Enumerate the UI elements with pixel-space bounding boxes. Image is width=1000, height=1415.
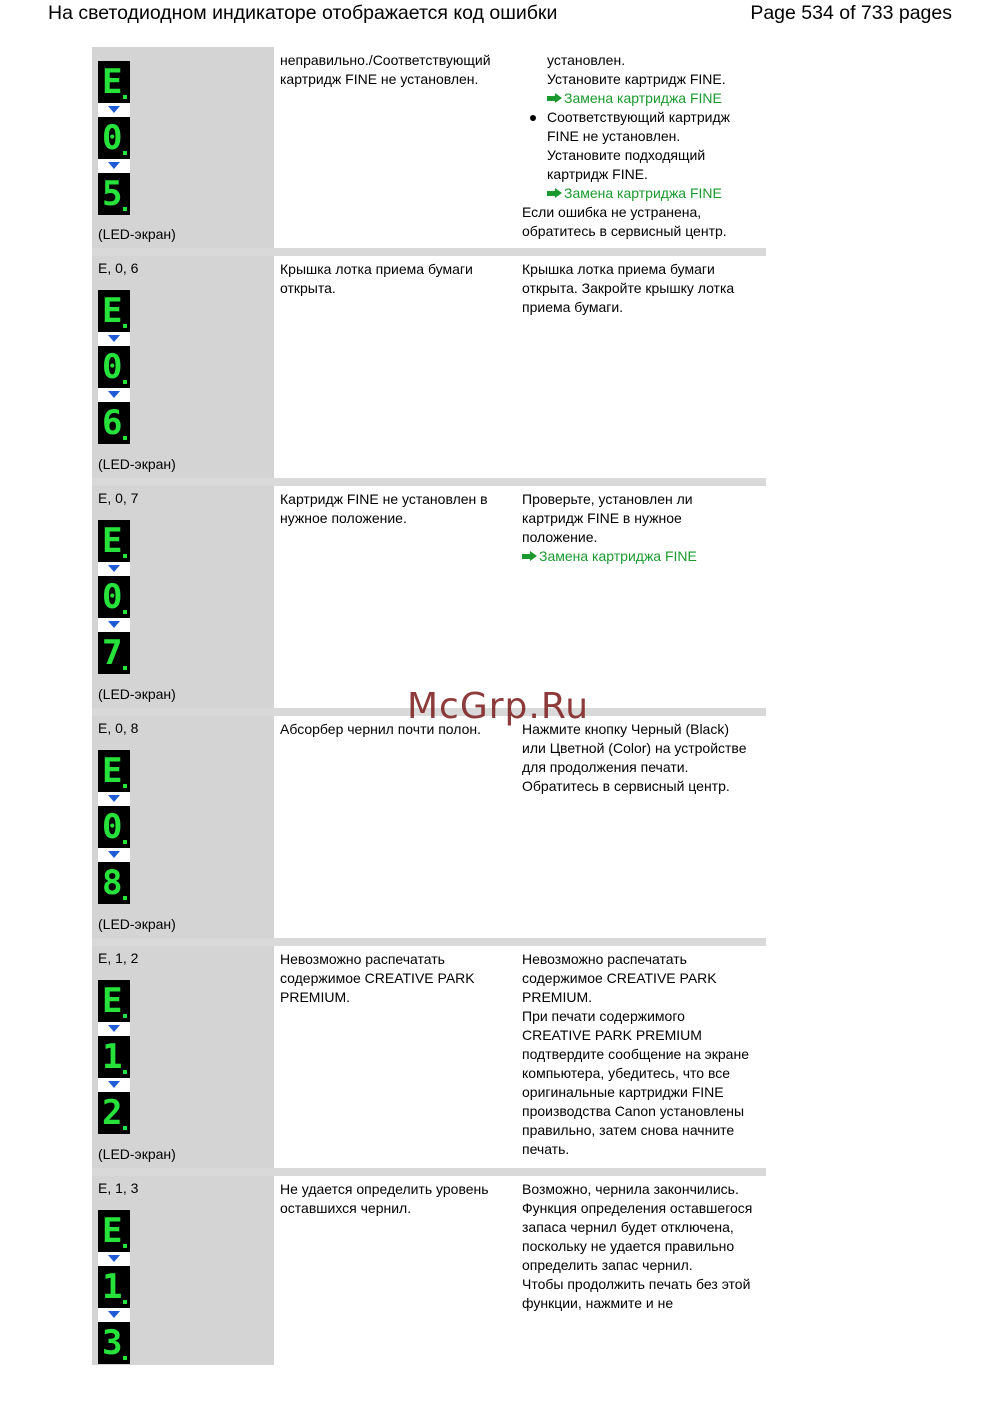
led-label: (LED-экран) — [98, 1146, 176, 1162]
table-row — [92, 946, 766, 1168]
action-cell — [516, 1176, 766, 1365]
watermark: McGrp.Ru — [407, 686, 590, 727]
led-label: (LED-экран) — [98, 916, 176, 932]
link-replace-cartridge[interactable]: Замена картриджа FINE — [522, 89, 754, 108]
arrow-down-icon — [98, 103, 130, 117]
action-text: Невозможно распечатать содержимое CREATIVE PARK PREMIUM. При печати содержимого CREATIVE PARK PREMIUM подтвердите сообщение на экране компьютера, убедитесь, что все оригинальные картриджи FINE производства Canon установлены правильно, затем снова начните печать. — [522, 951, 749, 1157]
action-cell — [516, 256, 766, 478]
led-display — [98, 750, 130, 904]
row-divider — [92, 478, 766, 486]
arrow-down-icon — [98, 1252, 130, 1266]
arrow-down-icon — [98, 159, 130, 173]
arrow-down-icon — [98, 848, 130, 862]
action-cell — [516, 486, 766, 708]
action-cell — [516, 716, 766, 938]
led-digit: 2 — [98, 1092, 130, 1134]
arrow-right-icon — [547, 188, 563, 198]
led-display — [98, 520, 130, 674]
action-cell — [516, 946, 766, 1168]
cause-text: Крышка лотка приема бумаги открыта. — [280, 261, 473, 296]
arrow-down-icon — [98, 562, 130, 576]
row-divider — [92, 248, 766, 256]
arrow-down-icon — [98, 792, 130, 806]
action-text: Проверьте, установлен ли картридж FINE в нужное положение. Замена картриджа FINE — [522, 490, 754, 566]
led-display — [98, 61, 130, 215]
error-code: E, 0, 8 — [98, 720, 139, 736]
list-item: Соответствующий картридж FINE не установлен. — [522, 108, 754, 146]
led-digit: 7 — [98, 632, 130, 674]
code-cell — [92, 1176, 274, 1365]
led-digit: E — [98, 1210, 130, 1252]
cause-text: Невозможно распечатать содержимое CREATIVE PARK PREMIUM. — [280, 951, 475, 1005]
error-code: E, 1, 3 — [98, 1180, 139, 1196]
led-display — [98, 1210, 130, 1364]
led-digit: 5 — [98, 173, 130, 215]
cause-cell — [274, 256, 516, 478]
cause-text: Абсорбер чернил почти полон. — [280, 721, 481, 737]
cause-cell — [274, 486, 516, 708]
code-cell — [92, 946, 274, 1168]
code-cell — [92, 486, 274, 708]
code-cell — [92, 256, 274, 478]
led-display — [98, 980, 130, 1134]
error-code: E, 1, 2 — [98, 950, 139, 966]
page-title: На светодиодном индикаторе отображается код ошибки — [48, 2, 558, 24]
table-row — [92, 1176, 766, 1365]
action-cell — [516, 47, 766, 248]
error-code: E, 0, 6 — [98, 260, 139, 276]
led-digit: 1 — [98, 1036, 130, 1078]
action-text: установлен. Установите картридж FINE. Замена картриджа FINE Соответствующий картридж FINE не установлен. Установите подходящий картридж FINE. Замена картриджа FINE Если ошибка не устранена, обратитесь в сервисный центр. — [522, 51, 754, 241]
arrow-down-icon — [98, 388, 130, 402]
led-digit: 1 — [98, 1266, 130, 1308]
arrow-down-icon — [98, 1078, 130, 1092]
cause-text: Картридж FINE не установлен в нужное положение. — [280, 491, 488, 526]
led-digit: E — [98, 980, 130, 1022]
arrow-down-icon — [98, 618, 130, 632]
arrow-right-icon — [522, 551, 538, 561]
led-digit: 0 — [98, 117, 130, 159]
link-replace-cartridge[interactable]: Замена картриджа FINE — [522, 184, 754, 203]
cause-text: неправильно./Соответствующий картридж FINE не установлен. — [280, 52, 491, 87]
action-text: Нажмите кнопку Черный (Black) или Цветной (Color) на устройстве для продолжения печати. Обратитесь в сервисный центр. — [522, 721, 747, 794]
led-display — [98, 290, 130, 444]
led-label: (LED-экран) — [98, 686, 176, 702]
link-replace-cartridge[interactable]: Замена картриджа FINE — [522, 547, 754, 566]
led-digit: E — [98, 750, 130, 792]
table-row — [92, 716, 766, 938]
led-digit: 0 — [98, 346, 130, 388]
table-row — [92, 47, 766, 248]
code-cell — [92, 47, 274, 248]
arrow-down-icon — [98, 1022, 130, 1036]
cause-cell — [274, 47, 516, 248]
arrow-right-icon — [547, 93, 563, 103]
led-digit: E — [98, 61, 130, 103]
led-digit: 0 — [98, 806, 130, 848]
led-label: (LED-экран) — [98, 456, 176, 472]
led-digit: E — [98, 290, 130, 332]
led-digit: 0 — [98, 576, 130, 618]
action-text: Возможно, чернила закончились. Функция определения оставшегося запаса чернил будет отключена, поскольку не удается правильно определить запас чернил. Чтобы продолжить печать без этой функции, нажмите и не — [522, 1181, 753, 1311]
cause-cell — [274, 1176, 516, 1365]
table-row — [92, 486, 766, 708]
cause-text: Не удается определить уровень оставшихся чернил. — [280, 1181, 489, 1216]
row-divider — [92, 1168, 766, 1176]
arrow-down-icon — [98, 1308, 130, 1322]
page-counter: Page 534 of 733 pages — [750, 2, 952, 24]
led-digit: 8 — [98, 862, 130, 904]
cause-cell — [274, 946, 516, 1168]
led-digit: 6 — [98, 402, 130, 444]
led-digit: E — [98, 520, 130, 562]
led-label: (LED-экран) — [98, 226, 176, 242]
arrow-down-icon — [98, 332, 130, 346]
action-text: Крышка лотка приема бумаги открыта. Закройте крышку лотка приема бумаги. — [522, 261, 735, 315]
cause-cell — [274, 716, 516, 938]
code-cell — [92, 716, 274, 938]
led-digit: 3 — [98, 1322, 130, 1364]
error-code: E, 0, 7 — [98, 490, 139, 506]
table-row — [92, 256, 766, 478]
row-divider — [92, 938, 766, 946]
